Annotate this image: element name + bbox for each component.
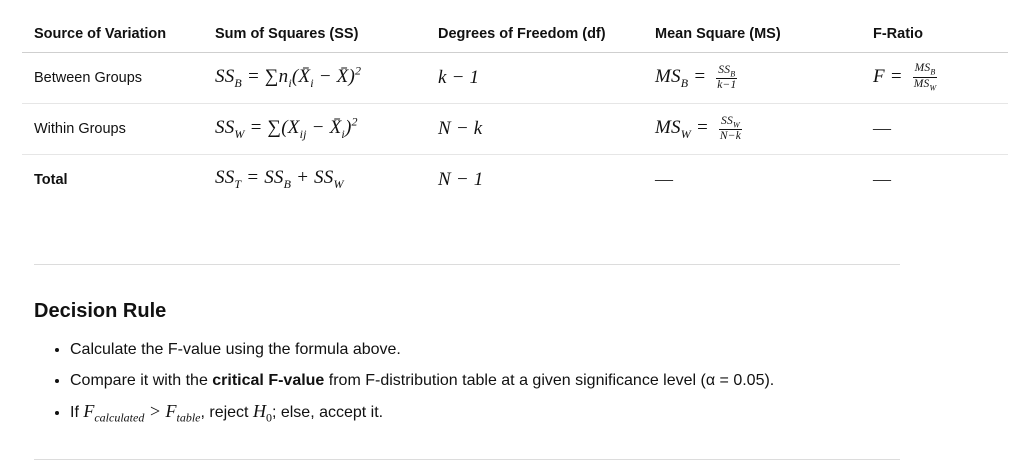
ss-between-formula: $SS_B$ = $\sum n_i(X̄_i$ − X̄)$^2$ [215, 63, 362, 91]
header-df: Degrees of Freedom (df) [426, 10, 643, 52]
table-header-row [22, 10, 1008, 52]
row-ms-formula [643, 103, 861, 154]
fraction: $\frac{SS_B}{k-1}$ [717, 63, 737, 92]
decision-rule-list [34, 336, 990, 429]
ss-total-formula: $SS_T = SS_B + SS_W$ [215, 167, 344, 192]
list-item: • Compare it with the critical F-value from F-distribution table at a given significance level (α = 0.05). [70, 367, 990, 398]
list-item: • If $F_{calculated} > F_{table}$, reject $H_0$; else, accept it. [70, 398, 990, 429]
fraction: $\frac{MS_B}{MS_W}$ [913, 62, 937, 93]
f-ratio-formula: F = $\frac{MS_B}{MS_W}$ [873, 62, 937, 93]
fraction: $\frac{SS_W}{N-k}$ [719, 114, 741, 143]
header-ms: Mean Square (MS) [643, 10, 861, 52]
row-f-empty: — [861, 103, 1008, 154]
table-row [22, 52, 1008, 103]
row-ss-formula [203, 154, 426, 205]
table-row [22, 103, 1008, 154]
divider [34, 459, 900, 460]
row-ss-formula [203, 103, 426, 154]
row-source: Between Groups [22, 52, 203, 103]
row-ms-formula [643, 52, 861, 103]
ms-between-formula: $MS_B$ = $\frac{SS_B}{k-1}$ [655, 63, 737, 92]
row-df: k − 1 [426, 52, 643, 103]
row-f-empty: — [873, 169, 891, 190]
row-f-formula [861, 52, 1008, 103]
header-f: F-Ratio [861, 10, 1008, 52]
divider [34, 264, 900, 265]
header-source: Source of Variation [22, 10, 203, 52]
ms-within-formula: $MS_W$ = $\frac{SS_W}{N-k}$ [655, 114, 741, 143]
header-ss: Sum of Squares (SS) [203, 10, 426, 52]
row-df: N − 1 [438, 168, 484, 190]
row-ss-formula [203, 52, 426, 103]
ss-within-formula: $SS_W = \sum(X_{ij}$ − $X̄_i)^2$ [215, 114, 358, 142]
row-source: Within Groups [22, 103, 203, 154]
decision-rule-heading: Decision Rule [34, 300, 167, 322]
table-row [22, 154, 1008, 205]
anova-table [22, 10, 1008, 205]
row-df: N − k [426, 103, 643, 154]
row-ms-empty: — [655, 169, 673, 190]
row-source: Total [34, 171, 68, 188]
list-item: • Calculate the F-value using the formula above. [70, 336, 990, 367]
